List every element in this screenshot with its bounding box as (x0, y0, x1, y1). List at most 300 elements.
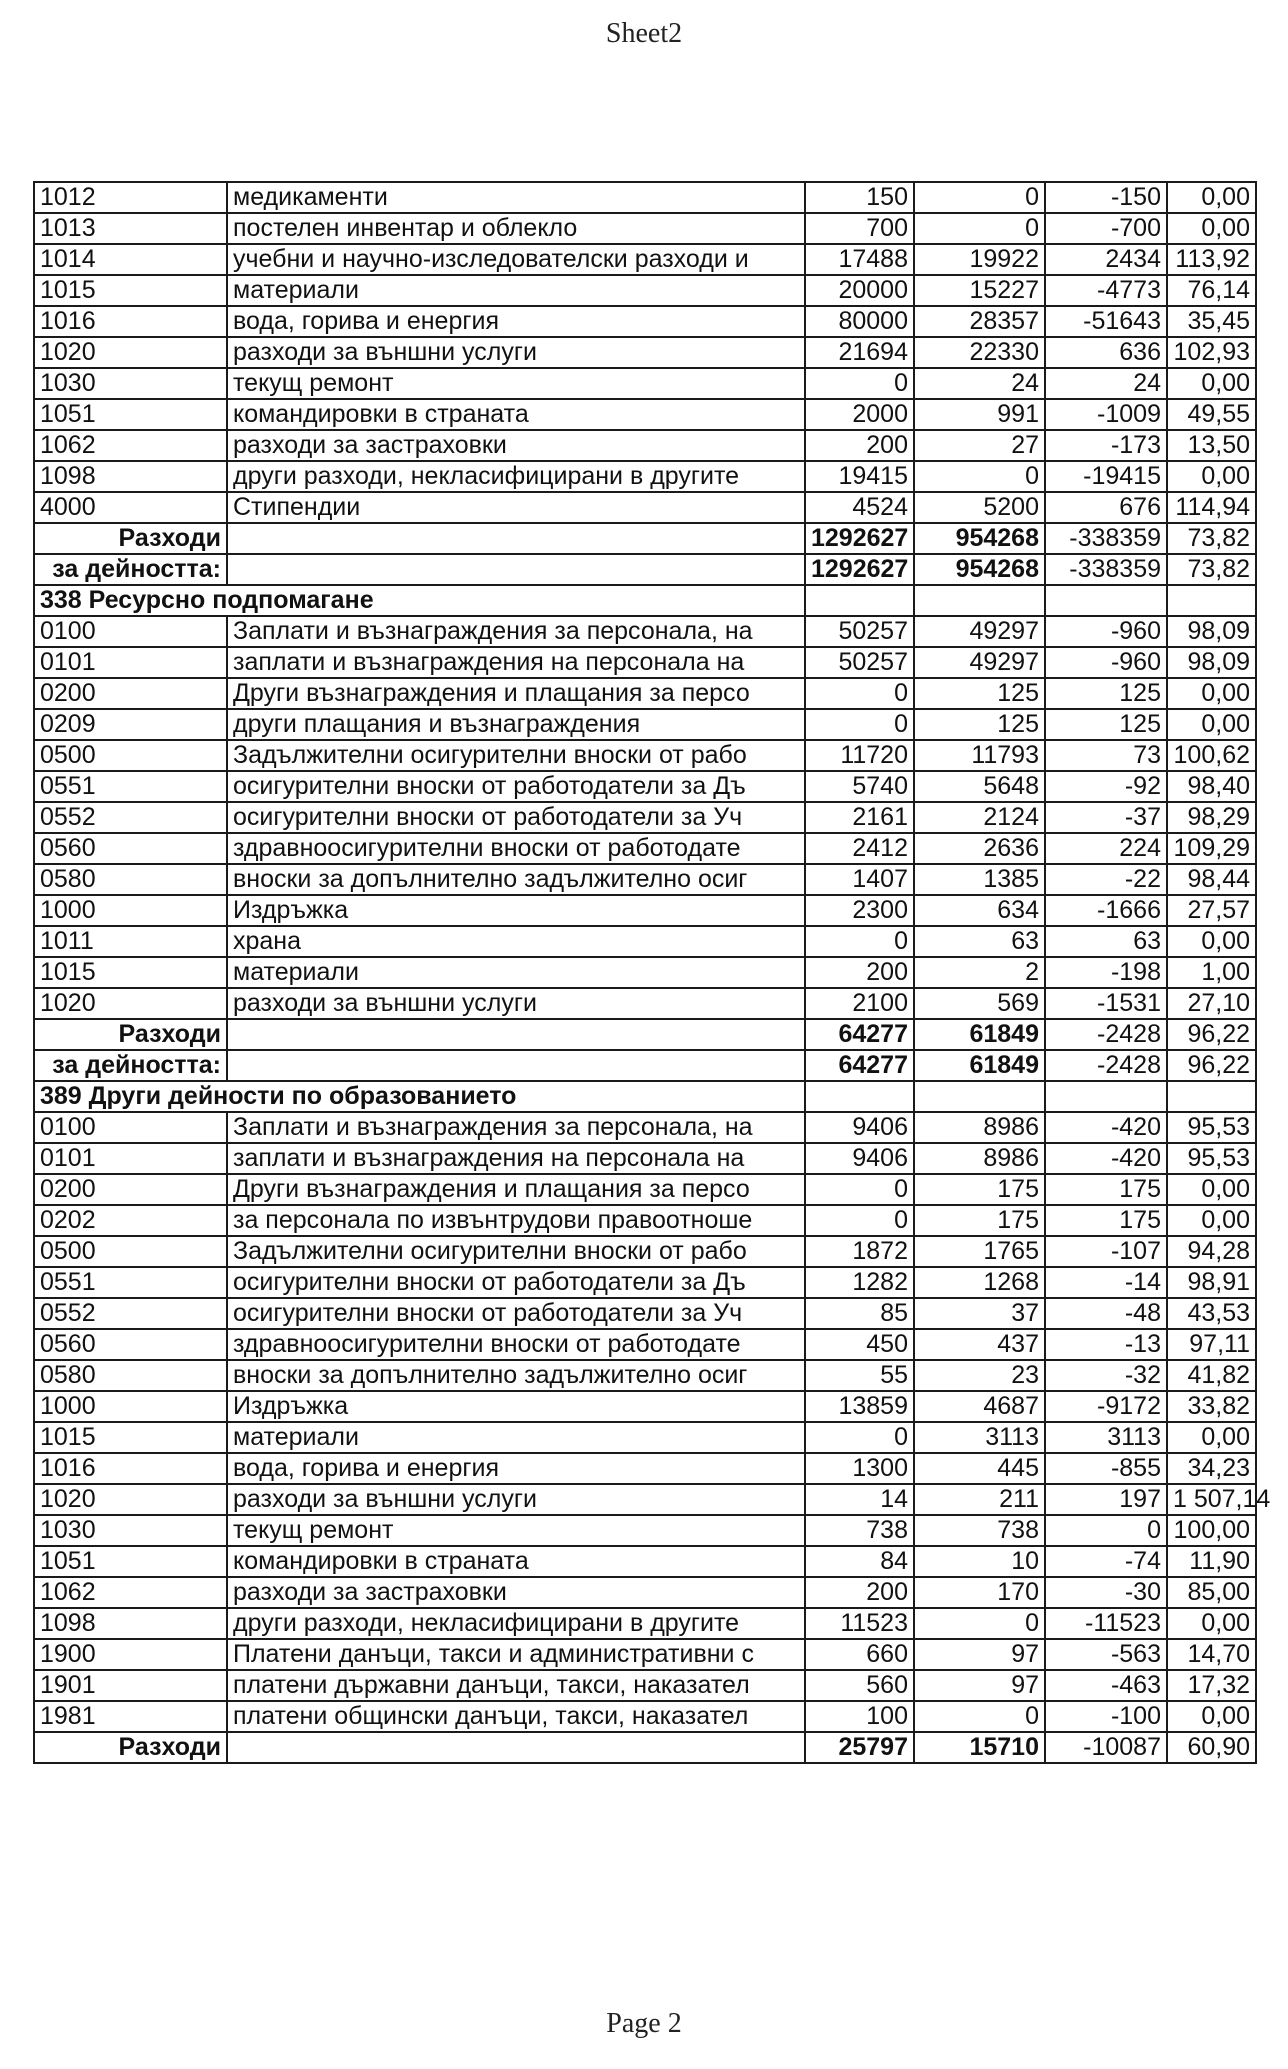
table-row (34, 1453, 1256, 1484)
percent-cell: 60,90 (1167, 1732, 1256, 1763)
actual-cell: 23 (914, 1360, 1045, 1391)
table-row (34, 1267, 1256, 1298)
difference-cell: -960 (1045, 647, 1167, 678)
description-cell: разходи за външни услуги (227, 1484, 805, 1515)
actual-cell: 0 (914, 1701, 1045, 1732)
table-row (34, 1205, 1256, 1236)
actual-cell: 211 (914, 1484, 1045, 1515)
code-cell: 0500 (34, 1236, 227, 1267)
table-row (34, 275, 1256, 306)
table-row (34, 244, 1256, 275)
difference-cell: 676 (1045, 492, 1167, 523)
code-cell: 0209 (34, 709, 227, 740)
description-cell: постелен инвентар и облекло (227, 213, 805, 244)
actual-cell: 0 (914, 1608, 1045, 1639)
section-header-row (34, 585, 1256, 616)
description-cell: Издръжка (227, 895, 805, 926)
empty-cell (805, 585, 914, 616)
percent-cell: 97,11 (1167, 1329, 1256, 1360)
description-cell: за персонала по извънтрудови правоотноше (227, 1205, 805, 1236)
description-cell: осигурителни вноски от работодатели за Дъ (227, 1267, 805, 1298)
description-cell: Задължителни осигурителни вноски от рабо (227, 1236, 805, 1267)
summary-row (34, 554, 1256, 585)
difference-cell: -420 (1045, 1112, 1167, 1143)
plan-cell: 1292627 (805, 523, 914, 554)
percent-cell: 98,29 (1167, 802, 1256, 833)
plan-cell: 0 (805, 1422, 914, 1453)
percent-cell: 0,00 (1167, 1205, 1256, 1236)
plan-cell: 1407 (805, 864, 914, 895)
percent-cell: 96,22 (1167, 1050, 1256, 1081)
table-row (34, 306, 1256, 337)
code-cell: за дейността: (34, 554, 227, 585)
percent-cell: 94,28 (1167, 1236, 1256, 1267)
actual-cell: 634 (914, 895, 1045, 926)
plan-cell: 450 (805, 1329, 914, 1360)
code-cell: 1981 (34, 1701, 227, 1732)
empty-cell (914, 585, 1045, 616)
percent-cell: 95,53 (1167, 1143, 1256, 1174)
percent-cell: 0,00 (1167, 926, 1256, 957)
description-cell: платени държавни данъци, такси, наказател (227, 1670, 805, 1701)
code-cell: Разходи (34, 1019, 227, 1050)
code-cell: 1000 (34, 1391, 227, 1422)
table-row (34, 895, 1256, 926)
code-cell: 0552 (34, 1298, 227, 1329)
table-row (34, 1546, 1256, 1577)
empty-cell (914, 1081, 1045, 1112)
code-cell: 0580 (34, 864, 227, 895)
table-row (34, 647, 1256, 678)
code-cell: 1013 (34, 213, 227, 244)
description-cell: текущ ремонт (227, 1515, 805, 1546)
percent-cell: 113,92 (1167, 244, 1256, 275)
actual-cell: 8986 (914, 1112, 1045, 1143)
code-cell: 0200 (34, 678, 227, 709)
code-cell: 1098 (34, 1608, 227, 1639)
difference-cell: -700 (1045, 213, 1167, 244)
code-cell: 1016 (34, 306, 227, 337)
difference-cell: -173 (1045, 430, 1167, 461)
description-cell: здравноосигурителни вноски от работодате (227, 833, 805, 864)
description-cell: Заплати и възнаграждения за персонала, на (227, 1112, 805, 1143)
summary-row (34, 1019, 1256, 1050)
plan-cell: 21694 (805, 337, 914, 368)
actual-cell: 175 (914, 1174, 1045, 1205)
percent-cell: 98,40 (1167, 771, 1256, 802)
percent-cell: 98,09 (1167, 647, 1256, 678)
percent-cell: 43,53 (1167, 1298, 1256, 1329)
code-cell: 4000 (34, 492, 227, 523)
actual-cell: 1385 (914, 864, 1045, 895)
actual-cell: 49297 (914, 616, 1045, 647)
actual-cell: 63 (914, 926, 1045, 957)
description-cell: заплати и възнаграждения на персонала на (227, 1143, 805, 1174)
actual-cell: 125 (914, 709, 1045, 740)
plan-cell: 50257 (805, 647, 914, 678)
actual-cell: 991 (914, 399, 1045, 430)
difference-cell: -100 (1045, 1701, 1167, 1732)
actual-cell: 175 (914, 1205, 1045, 1236)
description-cell: разходи за застраховки (227, 430, 805, 461)
difference-cell: -74 (1045, 1546, 1167, 1577)
actual-cell: 10 (914, 1546, 1045, 1577)
percent-cell: 100,00 (1167, 1515, 1256, 1546)
description-cell: Други възнаграждения и плащания за персо (227, 678, 805, 709)
table-row (34, 1391, 1256, 1422)
difference-cell: 125 (1045, 678, 1167, 709)
actual-cell: 0 (914, 213, 1045, 244)
table-row (34, 1329, 1256, 1360)
section-header-row (34, 1081, 1256, 1112)
plan-cell: 11523 (805, 1608, 914, 1639)
description-cell: други плащания и възнаграждения (227, 709, 805, 740)
percent-cell: 114,94 (1167, 492, 1256, 523)
table-row (34, 1484, 1256, 1515)
description-cell: осигурителни вноски от работодатели за Дъ (227, 771, 805, 802)
plan-cell: 20000 (805, 275, 914, 306)
percent-cell: 35,45 (1167, 306, 1256, 337)
table-row (34, 957, 1256, 988)
table-row (34, 1360, 1256, 1391)
table-row (34, 926, 1256, 957)
code-cell: 0580 (34, 1360, 227, 1391)
difference-cell: 0 (1045, 1515, 1167, 1546)
difference-cell: -32 (1045, 1360, 1167, 1391)
description-cell: осигурителни вноски от работодатели за Уч (227, 1298, 805, 1329)
actual-cell: 5648 (914, 771, 1045, 802)
percent-cell: 73,82 (1167, 554, 1256, 585)
plan-cell: 5740 (805, 771, 914, 802)
percent-cell: 1 507,14 (1167, 1484, 1256, 1515)
section-title: 389 Други дейности по образованието (34, 1081, 805, 1112)
difference-cell: 2434 (1045, 244, 1167, 275)
code-cell: 0560 (34, 1329, 227, 1360)
summary-row (34, 1732, 1256, 1763)
code-cell: 0551 (34, 771, 227, 802)
percent-cell: 98,09 (1167, 616, 1256, 647)
actual-cell: 569 (914, 988, 1045, 1019)
percent-cell: 27,57 (1167, 895, 1256, 926)
budget-table (33, 181, 1271, 1764)
table-row (34, 1515, 1256, 1546)
description-cell: Стипендии (227, 492, 805, 523)
code-cell: 0200 (34, 1174, 227, 1205)
plan-cell: 9406 (805, 1143, 914, 1174)
difference-cell: -11523 (1045, 1608, 1167, 1639)
percent-cell: 98,44 (1167, 864, 1256, 895)
plan-cell: 11720 (805, 740, 914, 771)
page-number: Page 2 (606, 2008, 682, 2039)
actual-cell: 11793 (914, 740, 1045, 771)
code-cell: 0100 (34, 1112, 227, 1143)
actual-cell: 22330 (914, 337, 1045, 368)
table-row (34, 1639, 1256, 1670)
table-row (34, 771, 1256, 802)
percent-cell: 17,32 (1167, 1670, 1256, 1701)
table-row (34, 864, 1256, 895)
actual-cell: 49297 (914, 647, 1045, 678)
actual-cell: 24 (914, 368, 1045, 399)
percent-cell: 1,00 (1167, 957, 1256, 988)
actual-cell: 0 (914, 182, 1045, 213)
percent-cell: 0,00 (1167, 1608, 1256, 1639)
empty-cell (1167, 1081, 1256, 1112)
difference-cell: -338359 (1045, 554, 1167, 585)
plan-cell: 2412 (805, 833, 914, 864)
table-row (34, 213, 1256, 244)
section-title: 338 Ресурсно подпомагане (34, 585, 805, 616)
code-cell: Разходи (34, 523, 227, 554)
difference-cell: 3113 (1045, 1422, 1167, 1453)
code-cell: 1011 (34, 926, 227, 957)
difference-cell: -1531 (1045, 988, 1167, 1019)
actual-cell: 19922 (914, 244, 1045, 275)
difference-cell: -19415 (1045, 461, 1167, 492)
table-row (34, 1236, 1256, 1267)
percent-cell: 85,00 (1167, 1577, 1256, 1608)
code-cell: 0101 (34, 647, 227, 678)
actual-cell: 437 (914, 1329, 1045, 1360)
actual-cell: 738 (914, 1515, 1045, 1546)
description-cell: храна (227, 926, 805, 957)
code-cell: 1015 (34, 275, 227, 306)
empty-cell (1167, 585, 1256, 616)
description-cell: материали (227, 957, 805, 988)
code-cell: 1012 (34, 182, 227, 213)
percent-cell: 0,00 (1167, 213, 1256, 244)
difference-cell: -10087 (1045, 1732, 1167, 1763)
plan-cell: 0 (805, 368, 914, 399)
percent-cell: 14,70 (1167, 1639, 1256, 1670)
code-cell: 1062 (34, 430, 227, 461)
empty-cell (1045, 1081, 1167, 1112)
percent-cell: 27,10 (1167, 988, 1256, 1019)
description-cell: вода, горива и енергия (227, 1453, 805, 1484)
difference-cell: -960 (1045, 616, 1167, 647)
code-cell: 1900 (34, 1639, 227, 1670)
difference-cell: 175 (1045, 1205, 1167, 1236)
difference-cell: 175 (1045, 1174, 1167, 1205)
difference-cell: -855 (1045, 1453, 1167, 1484)
actual-cell: 0 (914, 461, 1045, 492)
description-cell: командировки в страната (227, 1546, 805, 1577)
plan-cell: 2100 (805, 988, 914, 1019)
description-cell (227, 523, 805, 554)
plan-cell: 738 (805, 1515, 914, 1546)
difference-cell: -4773 (1045, 275, 1167, 306)
table-row (34, 709, 1256, 740)
percent-cell: 73,82 (1167, 523, 1256, 554)
plan-cell: 0 (805, 709, 914, 740)
table-row (34, 802, 1256, 833)
plan-cell: 1872 (805, 1236, 914, 1267)
plan-cell: 55 (805, 1360, 914, 1391)
actual-cell: 4687 (914, 1391, 1045, 1422)
plan-cell: 13859 (805, 1391, 914, 1422)
actual-cell: 2 (914, 957, 1045, 988)
table-row (34, 1422, 1256, 1453)
description-cell: Платени данъци, такси и административни с (227, 1639, 805, 1670)
actual-cell: 15710 (914, 1732, 1045, 1763)
description-cell: материали (227, 1422, 805, 1453)
table-row (34, 368, 1256, 399)
plan-cell: 200 (805, 1577, 914, 1608)
actual-cell: 125 (914, 678, 1045, 709)
percent-cell: 0,00 (1167, 1422, 1256, 1453)
difference-cell: -150 (1045, 182, 1167, 213)
code-cell: 0500 (34, 740, 227, 771)
empty-cell (1045, 585, 1167, 616)
sheet-title: Sheet2 (605, 18, 683, 49)
code-cell: 1016 (34, 1453, 227, 1484)
plan-cell: 100 (805, 1701, 914, 1732)
description-cell: разходи за външни услуги (227, 988, 805, 1019)
percent-cell: 13,50 (1167, 430, 1256, 461)
table-row (34, 988, 1256, 1019)
difference-cell: -563 (1045, 1639, 1167, 1670)
description-cell: Други възнаграждения и плащания за персо (227, 1174, 805, 1205)
plan-cell: 700 (805, 213, 914, 244)
plan-cell: 150 (805, 182, 914, 213)
plan-cell: 0 (805, 1205, 914, 1236)
difference-cell: -2428 (1045, 1050, 1167, 1081)
description-cell (227, 554, 805, 585)
table-row (34, 1298, 1256, 1329)
actual-cell: 15227 (914, 275, 1045, 306)
percent-cell: 109,29 (1167, 833, 1256, 864)
code-cell: 1020 (34, 988, 227, 1019)
plan-cell: 17488 (805, 244, 914, 275)
description-cell (227, 1050, 805, 1081)
actual-cell: 61849 (914, 1050, 1045, 1081)
code-cell: 1062 (34, 1577, 227, 1608)
code-cell: 1098 (34, 461, 227, 492)
percent-cell: 76,14 (1167, 275, 1256, 306)
table-row (34, 678, 1256, 709)
percent-cell: 0,00 (1167, 678, 1256, 709)
code-cell: 1901 (34, 1670, 227, 1701)
table-row (34, 833, 1256, 864)
percent-cell: 0,00 (1167, 461, 1256, 492)
difference-cell: -22 (1045, 864, 1167, 895)
table-row (34, 430, 1256, 461)
description-cell: командировки в страната (227, 399, 805, 430)
description-cell: вноски за допълнително задължително осиг (227, 1360, 805, 1391)
table-row (34, 182, 1256, 213)
actual-cell: 170 (914, 1577, 1045, 1608)
percent-cell: 11,90 (1167, 1546, 1256, 1577)
description-cell: вноски за допълнително задължително осиг (227, 864, 805, 895)
difference-cell: 73 (1045, 740, 1167, 771)
plan-cell: 0 (805, 1174, 914, 1205)
description-cell: медикаменти (227, 182, 805, 213)
description-cell (227, 1019, 805, 1050)
plan-cell: 80000 (805, 306, 914, 337)
actual-cell: 445 (914, 1453, 1045, 1484)
code-cell: 1015 (34, 957, 227, 988)
description-cell: Задължителни осигурителни вноски от рабо (227, 740, 805, 771)
code-cell: 1051 (34, 399, 227, 430)
actual-cell: 954268 (914, 554, 1045, 585)
difference-cell: -37 (1045, 802, 1167, 833)
plan-cell: 0 (805, 678, 914, 709)
percent-cell: 41,82 (1167, 1360, 1256, 1391)
description-cell: платени общински данъци, такси, наказател (227, 1701, 805, 1732)
percent-cell: 0,00 (1167, 1174, 1256, 1205)
budget-table-body (34, 182, 1271, 1763)
description-cell: други разходи, некласифицирани в другите (227, 1608, 805, 1639)
description-cell: осигурителни вноски от работодатели за Уч (227, 802, 805, 833)
description-cell: учебни и научно-изследователски разходи и (227, 244, 805, 275)
actual-cell: 61849 (914, 1019, 1045, 1050)
difference-cell: 197 (1045, 1484, 1167, 1515)
plan-cell: 0 (805, 926, 914, 957)
plan-cell: 660 (805, 1639, 914, 1670)
difference-cell: -1009 (1045, 399, 1167, 430)
code-cell: 0551 (34, 1267, 227, 1298)
description-cell: материали (227, 275, 805, 306)
difference-cell: -338359 (1045, 523, 1167, 554)
plan-cell: 1300 (805, 1453, 914, 1484)
plan-cell: 4524 (805, 492, 914, 523)
code-cell: 1020 (34, 1484, 227, 1515)
table-row (34, 1174, 1256, 1205)
code-cell: 1030 (34, 368, 227, 399)
table-row (34, 492, 1256, 523)
plan-cell: 25797 (805, 1732, 914, 1763)
actual-cell: 5200 (914, 492, 1045, 523)
percent-cell: 98,91 (1167, 1267, 1256, 1298)
description-cell: Заплати и възнаграждения за персонала, на (227, 616, 805, 647)
table-row (34, 399, 1256, 430)
table-row (34, 1143, 1256, 1174)
difference-cell: -9172 (1045, 1391, 1167, 1422)
code-cell: 1015 (34, 1422, 227, 1453)
actual-cell: 37 (914, 1298, 1045, 1329)
difference-cell: -92 (1045, 771, 1167, 802)
percent-cell: 34,23 (1167, 1453, 1256, 1484)
percent-cell: 49,55 (1167, 399, 1256, 430)
code-cell: 0552 (34, 802, 227, 833)
plan-cell: 50257 (805, 616, 914, 647)
plan-cell: 9406 (805, 1112, 914, 1143)
actual-cell: 27 (914, 430, 1045, 461)
difference-cell: 224 (1045, 833, 1167, 864)
actual-cell: 3113 (914, 1422, 1045, 1453)
actual-cell: 97 (914, 1670, 1045, 1701)
code-cell: 1051 (34, 1546, 227, 1577)
plan-cell: 2161 (805, 802, 914, 833)
description-cell: други разходи, некласифицирани в другите (227, 461, 805, 492)
difference-cell: -198 (1045, 957, 1167, 988)
plan-cell: 64277 (805, 1019, 914, 1050)
table-row (34, 1670, 1256, 1701)
table-row (34, 1608, 1256, 1639)
table-row (34, 1577, 1256, 1608)
plan-cell: 84 (805, 1546, 914, 1577)
actual-cell: 2636 (914, 833, 1045, 864)
code-cell: 1030 (34, 1515, 227, 1546)
difference-cell: -30 (1045, 1577, 1167, 1608)
description-cell: разходи за външни услуги (227, 337, 805, 368)
plan-cell: 1282 (805, 1267, 914, 1298)
actual-cell: 954268 (914, 523, 1045, 554)
table-row (34, 1112, 1256, 1143)
table-row (34, 1701, 1256, 1732)
percent-cell: 0,00 (1167, 368, 1256, 399)
actual-cell: 2124 (914, 802, 1045, 833)
